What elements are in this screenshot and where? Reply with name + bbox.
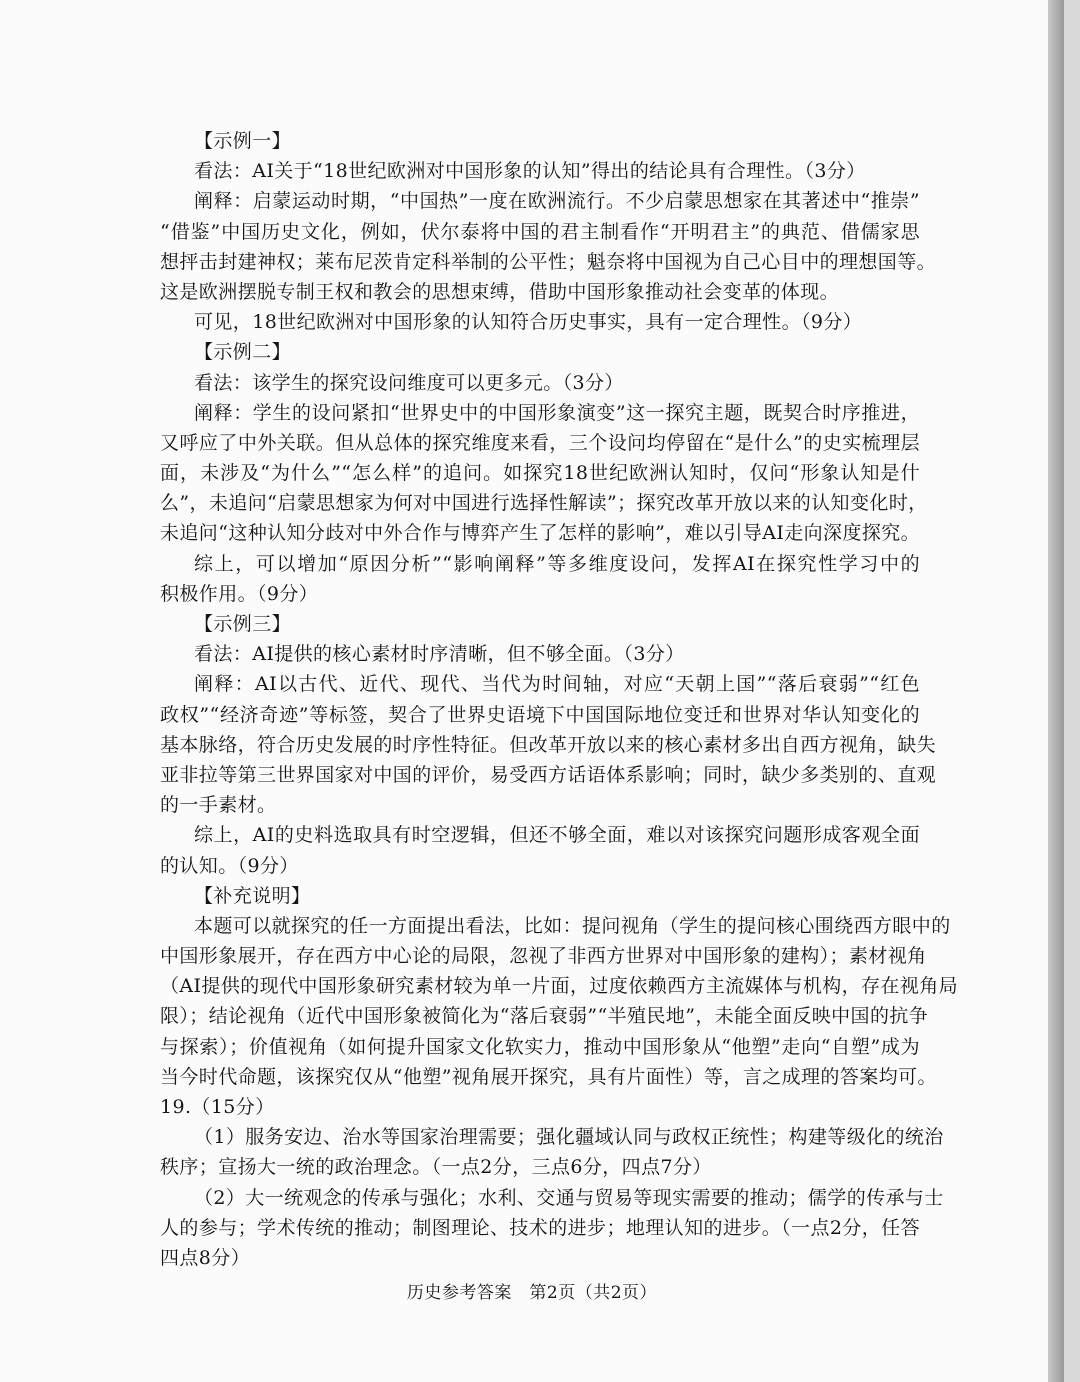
example-3-explanation-line: 基本脉络，符合历史发展的时序性特征。但改革开放以来的核心素材多出自西方视角，缺失	[160, 733, 937, 756]
page-edge-shadow	[1048, 0, 1064, 1382]
example-1-explanation-line: 这是欧洲摆脱专制王权和教会的思想束缚，借助中国形象推动社会变革的体现。	[160, 280, 840, 303]
example-3-conclusion-line: 综上，AI的史料选取具有时空逻辑，但还不够全面，难以对该探究问题形成客观全面	[194, 824, 920, 847]
question-19-part-1-line: （1）服务安边、治水等国家治理需要；强化疆域认同与政权正统性；构建等级化的统治	[194, 1126, 944, 1149]
example-2-explanation-line: 面，未涉及“为什么”“怎么样”的追问。如探究18世纪欧洲认知时，仅问“形象认知是什	[160, 462, 920, 485]
example-1-explanation-line: 想抨击封建神权；莱布尼茨肯定科举制的公平性；魁奈将中国视为自己心目中的理想国等。	[160, 250, 937, 273]
question-19-part-1-line: 秩序；宣扬大一统的政治理念。（一点2分，三点6分，四点7分）	[160, 1156, 712, 1179]
supplementary-note-line: 与探索）；价值视角（如何提升国家文化软实力，推动中国形象从“他塑”走向“自塑”成为	[160, 1035, 920, 1058]
example-2-conclusion-line: 积极作用。（9分）	[160, 582, 319, 605]
example-2-conclusion-line: 综上，可以增加“原因分析”“影响阐释”等多维度设问，发挥AI在探究性学习中的	[194, 552, 920, 575]
example-3-explanation-line: 阐释：AI以古代、近代、现代、当代为时间轴，对应“天朝上国”“落后衰弱”“红色	[194, 673, 920, 696]
supplementary-note-line: 本题可以就探究的任一方面提出看法，比如：提问视角（学生的提问核心围绕西方眼中的	[194, 914, 951, 937]
example-3-explanation-line: 政权”“经济奇迹”等标签，契合了世界史语境下中国国际地位变迁和世界对华认知变化的	[160, 703, 920, 726]
example-1-view: 看法：AI关于“18世纪欧洲对中国形象的认知”得出的结论具有合理性。（3分）	[194, 160, 866, 183]
question-19-part-2-line: （2）大一统观念的传承与强化；水利、交通与贸易等现实需要的推动；儒学的传承与士	[194, 1186, 944, 1209]
answer-text-body	[160, 126, 959, 1273]
supplementary-note-line: 当今时代命题，该探究仅从“他塑”视角展开探究，具有片面性）等，言之成理的答案均可。	[160, 1065, 937, 1088]
example-2-explanation-line: 未追问“这种认知分歧对中外合作与博弈产生了怎样的影响”，难以引导AI走向深度探究。	[160, 522, 921, 545]
question-19-heading: 19.（15分）	[160, 1096, 275, 1118]
supplementary-note-heading: 【补充说明】	[194, 884, 311, 907]
question-19-part-2-line: 四点8分）	[160, 1246, 251, 1269]
example-3-heading: 【示例三】	[194, 613, 292, 635]
supplementary-note-line: 限）；结论视角（近代中国形象被简化为“落后衰弱”“半殖民地”，未能全面反映中国的抗争	[160, 1005, 929, 1028]
example-2-explanation-line: 又呼应了中外关联。但从总体的探究维度来看，三个设问均停留在“是什么”的史实梳理层	[160, 431, 920, 454]
example-2-explanation-line: 阐释：学生的设问紧扣“世界史中的中国形象演变”这一探究主题，既契合时序推进，	[194, 401, 920, 424]
example-1-explanation-line: 阐释：启蒙运动时期，“中国热”一度在欧洲流行。不少启蒙思想家在其著述中“推崇”	[194, 190, 920, 213]
supplementary-note-line: （AI提供的现代中国形象研究素材较为单一片面，过度依赖西方主流媒体与机构，存在视角局	[160, 975, 959, 998]
example-2-heading: 【示例二】	[194, 341, 292, 364]
example-3-explanation-line: 的一手素材。	[160, 794, 277, 817]
example-2-view: 看法：该学生的探究设问维度可以更多元。（3分）	[194, 371, 624, 394]
question-19-part-2-line: 人的参与；学术传统的推动；制图理论、技术的进步；地理认知的进步。（一点2分，任答	[160, 1216, 920, 1239]
example-3-conclusion-line: 的认知。（9分）	[160, 854, 299, 877]
supplementary-note-line: 中国形象展开，存在西方中心论的局限，忽视了非西方世界对中国形象的建构）；素材视角	[160, 945, 927, 968]
example-3-view: 看法：AI提供的核心素材时序清晰，但不够全面。（3分）	[194, 643, 685, 666]
example-3-explanation-line: 亚非拉等第三世界国家对中国的评价，易受西方话语体系影响；同时，缺少多类别的、直观	[160, 763, 937, 786]
page-footer: 历史参考答案 第2页（共2页）	[406, 1283, 658, 1303]
example-1-explanation-line: “借鉴”中国历史文化，例如，伏尔泰将中国的君主制看作“开明君主”的典范、借儒家思	[160, 220, 920, 243]
example-2-explanation-line: 么”，未追问“启蒙思想家为何对中国进行选择性解读”；探究改革开放以来的认知变化时，	[160, 492, 928, 515]
example-1-conclusion: 可见，18世纪欧洲对中国形象的认知符合历史事实，具有一定合理性。（9分）	[194, 311, 863, 334]
example-1-heading: 【示例一】	[194, 130, 292, 152]
